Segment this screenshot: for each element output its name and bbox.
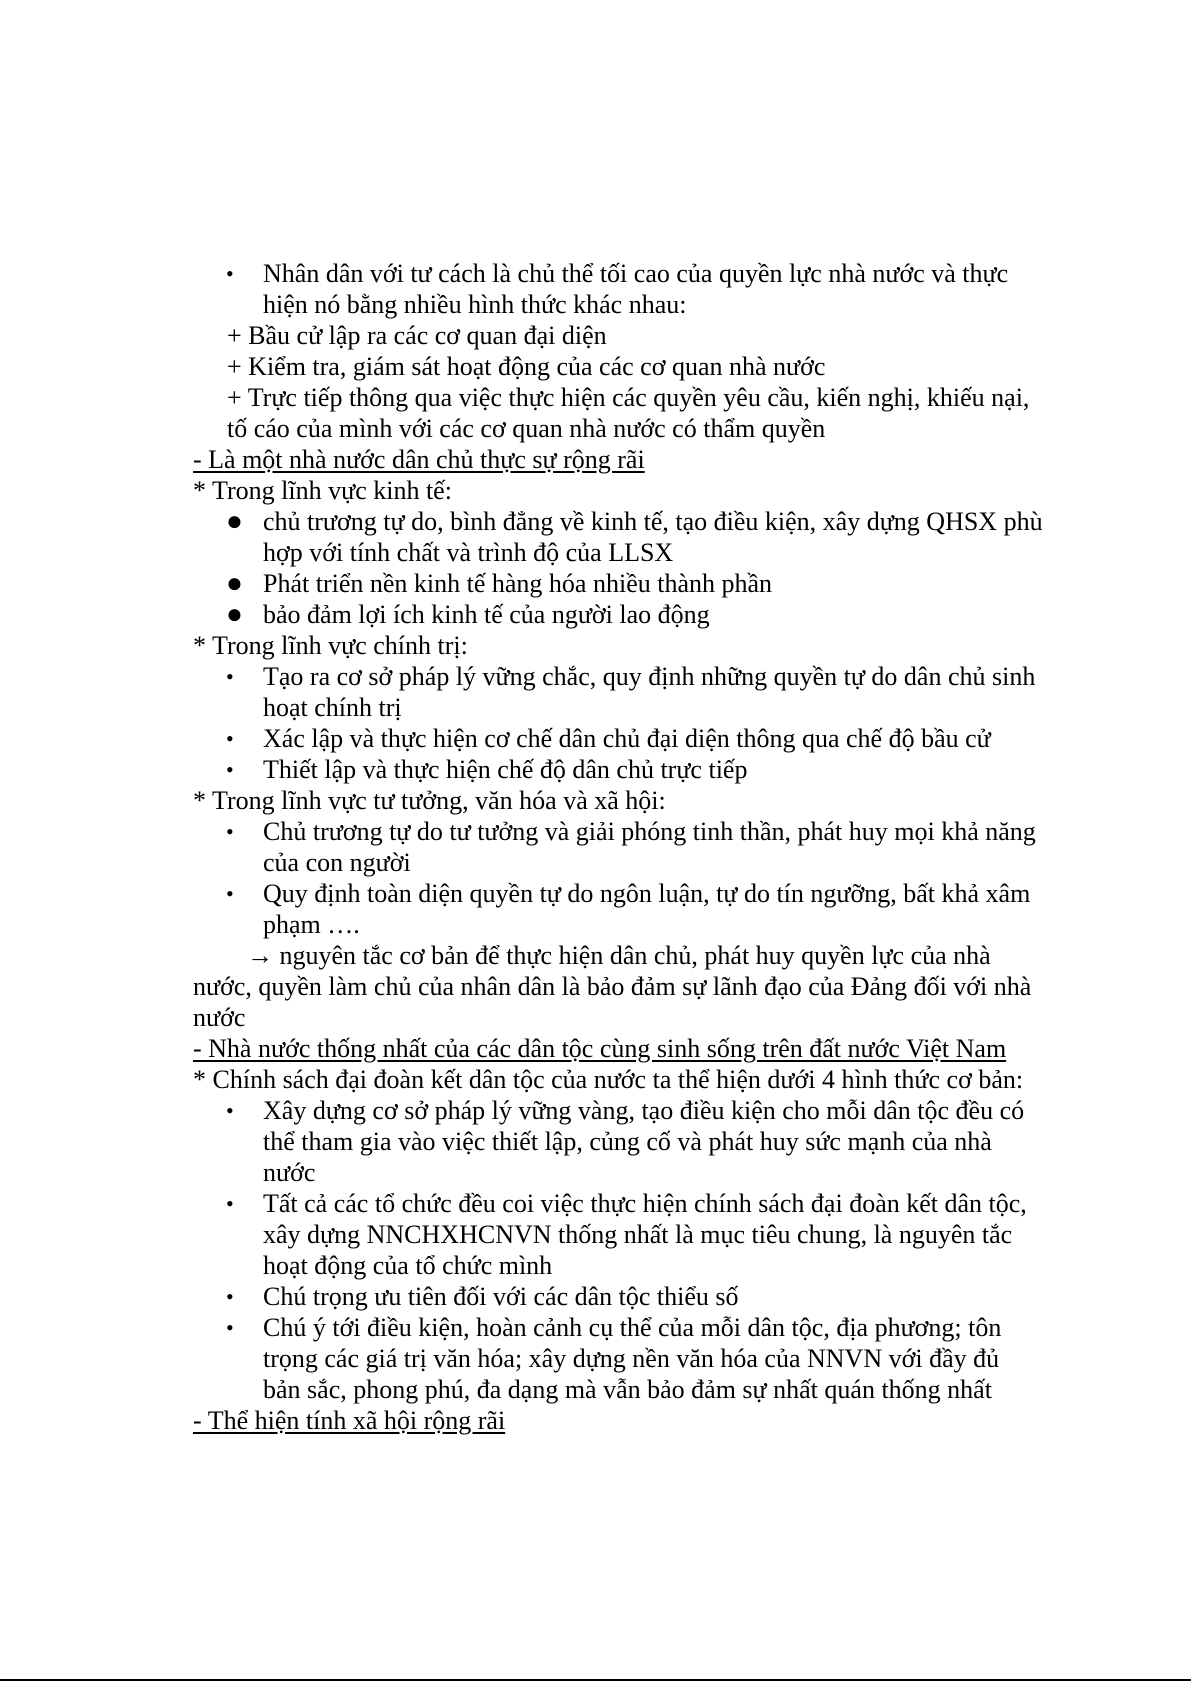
bullet-icon: • bbox=[226, 757, 234, 782]
bullet-icon: • bbox=[226, 726, 234, 751]
bullet-icon: • bbox=[226, 664, 234, 689]
bullet-icon: • bbox=[226, 881, 234, 906]
list-item: • Chú trọng ưu tiên đối với các dân tộc thiểu số bbox=[226, 1282, 739, 1311]
section-heading: - Thể hiện tính xã hội rộng rãi bbox=[193, 1406, 506, 1435]
subsection-label: * Chính sách đại đoàn kết dân tộc của nước ta thể hiện dưới 4 hình thức cơ bản: bbox=[193, 1065, 1024, 1094]
list-item: • Quy định toàn diện quyền tự do ngôn luận, tự do tín ngưỡng, bất khả xâm bbox=[226, 879, 1031, 908]
bullet-icon: ● bbox=[226, 599, 243, 630]
bullet-icon: ● bbox=[226, 568, 243, 599]
list-item: • Nhân dân với tư cách là chủ thể tối cao của quyền lực nhà nước và thực bbox=[226, 259, 1009, 288]
list-item-continuation: của con người bbox=[263, 848, 411, 877]
list-item-continuation: phạm …. bbox=[263, 910, 360, 939]
bullet-icon: • bbox=[226, 1284, 234, 1309]
sub-item: + Bầu cử lập ra các cơ quan đại diện bbox=[227, 321, 607, 350]
sub-item: + Trực tiếp thông qua việc thực hiện các quyền yêu cầu, kiến nghị, khiếu nại, bbox=[227, 383, 1030, 412]
document-body bbox=[193, 258, 1093, 1436]
list-item-continuation: nước bbox=[263, 1158, 316, 1187]
list-item: • Xây dựng cơ sở pháp lý vững vàng, tạo điều kiện cho mỗi dân tộc đều có bbox=[226, 1096, 1025, 1125]
list-item-continuation: xây dựng NNCHXHCNVN thống nhất là mục tiêu chung, là nguyên tắc bbox=[263, 1220, 1013, 1249]
list-item: ● chủ trương tự do, bình đẳng về kinh tế, tạo điều kiện, xây dựng QHSX phù bbox=[226, 506, 1043, 537]
list-item-continuation: hợp với tính chất và trình độ của LLSX bbox=[263, 538, 674, 567]
page-bottom-rule bbox=[0, 1679, 1191, 1681]
list-item: • Chủ trương tự do tư tưởng và giải phóng tinh thần, phát huy mọi khả năng bbox=[226, 817, 1036, 846]
list-item: • Chú ý tới điều kiện, hoàn cảnh cụ thể của mỗi dân tộc, địa phương; tôn bbox=[226, 1313, 1002, 1342]
conclusion-paragraph: nước, quyền làm chủ của nhân dân là bảo đảm sự lãnh đạo của Đảng đối với nhà bbox=[193, 972, 1032, 1001]
sub-item: + Kiểm tra, giám sát hoạt động của các cơ quan nhà nước bbox=[227, 352, 826, 381]
conclusion-paragraph: → nguyên tắc cơ bản để thực hiện dân chủ, phát huy quyền lực của nhà bbox=[247, 941, 991, 970]
bullet-icon: • bbox=[226, 261, 234, 286]
subsection-label: * Trong lĩnh vực chính trị: bbox=[193, 631, 468, 660]
list-item-continuation: bản sắc, phong phú, đa dạng mà vẫn bảo đảm sự nhất quán thống nhất bbox=[263, 1375, 992, 1404]
list-item-continuation: trọng các giá trị văn hóa; xây dựng nền văn hóa của NNVN với đầy đủ bbox=[263, 1344, 1000, 1373]
bullet-icon: • bbox=[226, 819, 234, 844]
list-item: • Thiết lập và thực hiện chế độ dân chủ trực tiếp bbox=[226, 755, 748, 784]
bullet-icon: • bbox=[226, 1315, 234, 1340]
list-item: • Tạo ra cơ sở pháp lý vững chắc, quy định những quyền tự do dân chủ sinh bbox=[226, 662, 1036, 691]
bullet-icon: ● bbox=[226, 506, 243, 537]
list-item-continuation: thể tham gia vào việc thiết lập, củng cố và phát huy sức mạnh của nhà bbox=[263, 1127, 992, 1156]
subsection-label: * Trong lĩnh vực tư tưởng, văn hóa và xã hội: bbox=[193, 786, 666, 815]
list-item: • Xác lập và thực hiện cơ chế dân chủ đại diện thông qua chế độ bầu cử bbox=[226, 724, 991, 753]
bullet-icon: • bbox=[226, 1098, 234, 1123]
list-item: • Tất cả các tổ chức đều coi việc thực hiện chính sách đại đoàn kết dân tộc, bbox=[226, 1189, 1027, 1218]
list-item-continuation: hoạt chính trị bbox=[263, 693, 402, 722]
section-heading: - Là một nhà nước dân chủ thực sự rộng rãi bbox=[193, 445, 645, 474]
list-item-continuation: hiện nó bằng nhiều hình thức khác nhau: bbox=[263, 290, 687, 319]
section-heading: - Nhà nước thống nhất của các dân tộc cùng sinh sống trên đất nước Việt Nam bbox=[193, 1034, 1007, 1063]
bullet-icon: • bbox=[226, 1191, 234, 1216]
conclusion-paragraph: nước bbox=[193, 1003, 246, 1032]
list-item: ● bảo đảm lợi ích kinh tế của người lao động bbox=[226, 599, 710, 630]
sub-item-continuation: tố cáo của mình với các cơ quan nhà nước có thẩm quyền bbox=[227, 414, 826, 443]
list-item: ● Phát triển nền kinh tế hàng hóa nhiều thành phần bbox=[226, 568, 773, 599]
subsection-label: * Trong lĩnh vực kinh tế: bbox=[193, 476, 452, 505]
list-item-continuation: hoạt động của tổ chức mình bbox=[263, 1251, 553, 1280]
